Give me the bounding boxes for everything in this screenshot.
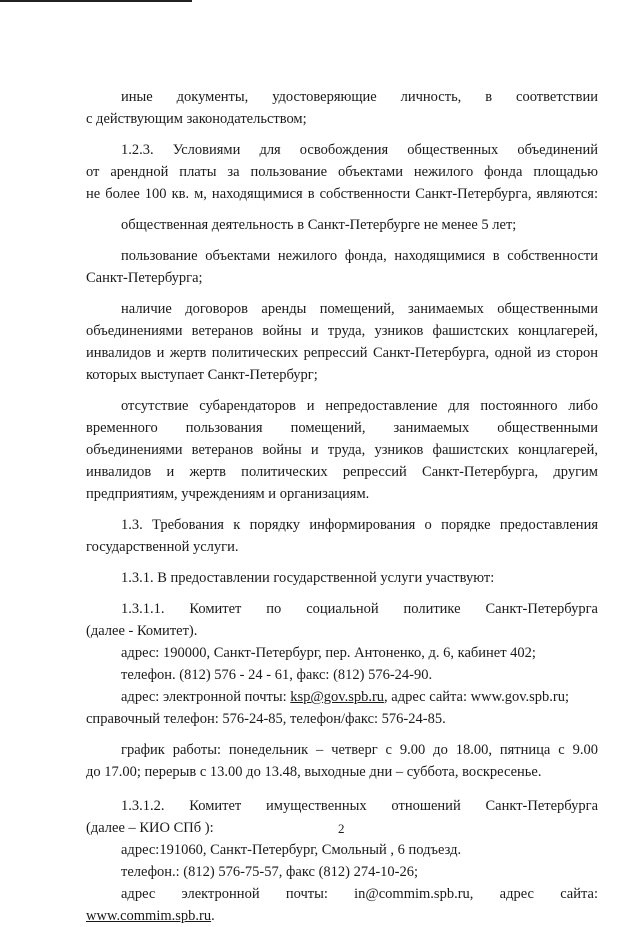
text-line: 1.3. Требования к порядку информирования о порядке предоставления	[121, 517, 598, 533]
text-line: 1.2.3. Условиями для освобождения общественных объединений	[121, 142, 598, 158]
text-line: пользование объектами нежилого фонда, находящимися в собственности	[121, 248, 598, 264]
text-line: справочный телефон: 576-24-85, телефон/факс: 576-24-85.	[86, 711, 446, 727]
text-line: (далее - Комитет).	[86, 623, 198, 639]
text-line: (далее – КИО СПб ):	[86, 820, 214, 836]
text-line: график работы: понедельник – четверг с 9.00 до 18.00, пятница с 9.00	[121, 742, 598, 758]
text-line: объединениями ветеранов войны и труда, узников фашистских концлагерей,	[86, 442, 598, 458]
text-line: с действующим законодательством;	[86, 111, 307, 127]
text-line: адрес: 190000, Санкт-Петербург, пер. Антоненко, д. 6, кабинет 402;	[121, 645, 536, 661]
text-line: инвалидов и жертв политических репрессий Санкт-Петербурга, другим	[86, 464, 598, 480]
website-link[interactable]: www.commim.spb.ru	[86, 908, 212, 924]
text-fragment: .	[211, 908, 215, 924]
text-line: иные документы, удостоверяющие личность, в соответствии	[121, 89, 598, 105]
text-line: не более 100 кв. м, находящимися в собственности Санкт-Петербурга, являются:	[86, 186, 598, 202]
text-line: государственной услуги.	[86, 539, 239, 555]
text-line: Санкт-Петербурга;	[86, 270, 203, 286]
text-line: временного пользования помещений, занимаемых общественными	[86, 420, 598, 436]
text-line: телефон.: (812) 576-75-57, факс (812) 274-10-26;	[121, 864, 419, 880]
text-line: телефон. (812) 576 - 24 - 61, факс: (812) 576-24-90.	[121, 667, 433, 683]
top-rule	[0, 0, 192, 2]
text-fragment: адрес: электронной почты:	[121, 689, 291, 705]
text-line: 1.3.1.1. Комитет по социальной политике Санкт-Петербурга	[121, 601, 598, 617]
text-line: 1.3.1. В предоставлении государственной услуги участвуют:	[121, 570, 495, 586]
text-line: инвалидов и жертв политических репрессий Санкт-Петербурга, одной из сторон	[86, 345, 598, 361]
text-fragment: , адрес сайта: www.gov.spb.ru;	[384, 689, 570, 705]
text-line: отсутствие субарендаторов и непредоставление для постоянного либо	[121, 398, 598, 414]
text-line: адрес электронной почты: in@commim.spb.ru, адрес сайта:	[121, 886, 598, 902]
text-line: которых выступает Санкт-Петербург;	[86, 367, 318, 383]
text-line: предприятиям, учреждениям и организациям.	[86, 486, 370, 502]
email-link[interactable]: ksp@gov.spb.ru	[290, 689, 385, 705]
text-line: 1.3.1.2. Комитет имущественных отношений Санкт-Петербурга	[121, 798, 598, 814]
email-line	[86, 686, 598, 708]
text-line: объединениями ветеранов войны и труда, узников фашистских концлагерей,	[86, 323, 598, 339]
text-line: от арендной платы за пользование объектами нежилого фонда площадью	[86, 164, 598, 180]
website-line	[86, 905, 598, 927]
text-line: наличие договоров аренды помещений, занимаемых общественными	[121, 301, 598, 317]
text-line: до 17.00; перерыв с 13.00 до 13.48, выходные дни – суббота, воскресенье.	[86, 764, 542, 780]
document-page	[86, 86, 598, 927]
page-number: 2	[338, 821, 345, 836]
text-line: адрес:191060, Санкт-Петербург, Смольный , 6 подъезд.	[121, 842, 462, 858]
text-line: общественная деятельность в Санкт-Петербурге не менее 5 лет;	[121, 217, 517, 233]
